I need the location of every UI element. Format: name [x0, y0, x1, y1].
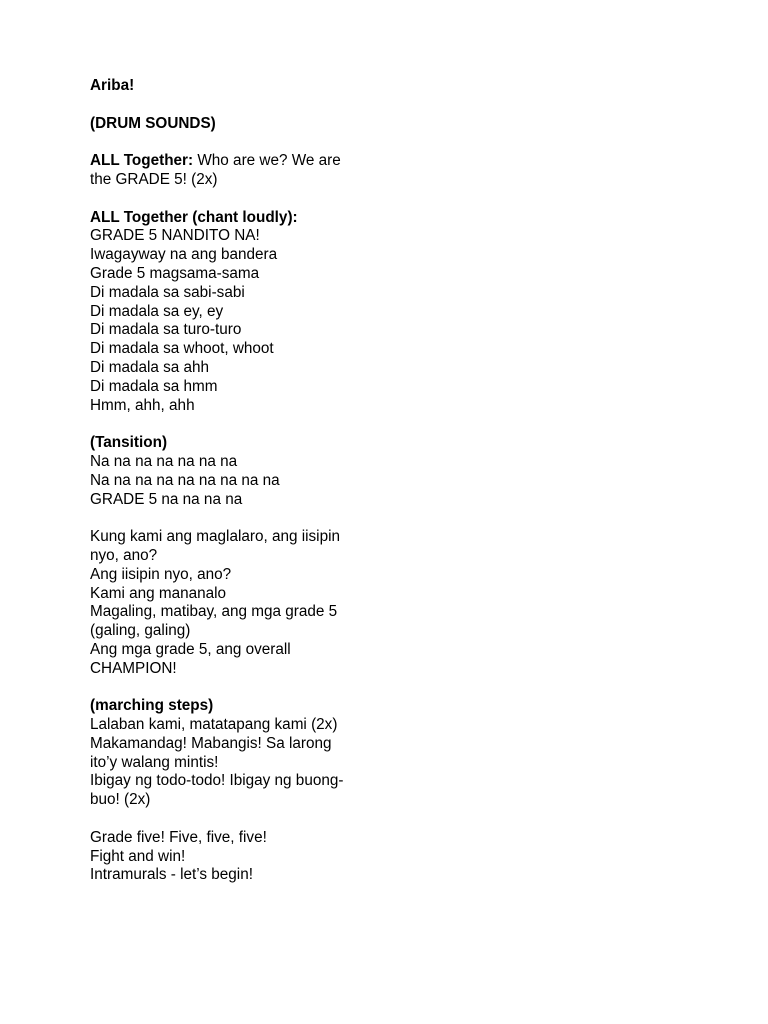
bold-text: ALL Together:: [90, 152, 194, 170]
text: Di madala sa hmm: [90, 377, 218, 395]
text: Na na na na na na na na na: [90, 471, 280, 489]
lyric-line: [90, 284, 390, 303]
lyric-line: [90, 378, 390, 397]
lyric-line: [90, 77, 390, 96]
lyric-line: [90, 754, 390, 773]
stanza-gap: [90, 415, 390, 434]
lyric-line: [90, 866, 390, 885]
lyric-line: [90, 171, 390, 190]
lyric-line: [90, 829, 390, 848]
stanza-closing: [90, 829, 390, 885]
text: Magaling, matibay, ang mga grade 5: [90, 603, 338, 621]
text: Iwagayway na ang bandera: [90, 246, 278, 264]
text: nyo, ano?: [90, 546, 158, 564]
text: Lalaban kami, matatapang kami (2x): [90, 716, 338, 734]
text: (galing, galing): [90, 622, 191, 640]
stanza-transition: [90, 434, 390, 509]
text: Ang iisipin nyo, ano?: [90, 565, 232, 583]
text: Kami ang mananalo: [90, 584, 227, 602]
text: Kung kami ang maglalaro, ang iisipin: [90, 528, 340, 546]
lyric-line: [90, 716, 390, 735]
lyric-line: [90, 227, 390, 246]
stanza-gap: [90, 96, 390, 115]
lyric-line: [90, 397, 390, 416]
lyric-line: [90, 321, 390, 340]
stanza-gap: [90, 190, 390, 209]
text: ito’y walang mintis!: [90, 753, 219, 771]
lyrics-column: [90, 77, 390, 885]
stanza-drum-sounds: [90, 115, 390, 134]
lyric-line: [90, 209, 390, 228]
stanza-gap: [90, 509, 390, 528]
lyric-line: [90, 697, 390, 716]
text: Grade five! Five, five, five!: [90, 828, 267, 846]
lyric-line: [90, 265, 390, 284]
lyric-line: [90, 491, 390, 510]
bold-text: (DRUM SOUNDS): [90, 114, 216, 132]
lyric-line: [90, 528, 390, 547]
stanza-title: [90, 77, 390, 96]
text: Who are we? We are: [193, 152, 341, 170]
stanza-who-are-we: [90, 152, 390, 190]
bold-text: ALL Together (chant loudly):: [90, 208, 298, 226]
lyric-line: [90, 246, 390, 265]
stanza-marching-steps: [90, 697, 390, 810]
text: Intramurals - let’s begin!: [90, 866, 253, 884]
lyric-line: [90, 660, 390, 679]
bold-text: Ariba!: [90, 77, 135, 94]
lyric-line: [90, 359, 390, 378]
text: Di madala sa turo-turo: [90, 321, 242, 339]
text: Na na na na na na na: [90, 452, 238, 470]
text: GRADE 5 na na na na: [90, 490, 243, 508]
lyric-line: [90, 791, 390, 810]
lyric-line: [90, 641, 390, 660]
lyric-line: [90, 115, 390, 134]
text: Di madala sa ey, ey: [90, 302, 224, 320]
lyric-line: [90, 735, 390, 754]
text: Di madala sa whoot, whoot: [90, 340, 274, 358]
stanza-gap: [90, 810, 390, 829]
lyric-line: [90, 848, 390, 867]
lyric-line: [90, 340, 390, 359]
lyric-line: [90, 566, 390, 585]
text: Di madala sa sabi-sabi: [90, 283, 245, 301]
bold-text: (Tansition): [90, 434, 168, 452]
text: Hmm, ahh, ahh: [90, 396, 195, 414]
lyric-line: [90, 152, 390, 171]
text: CHAMPION!: [90, 659, 177, 677]
stanza-chant: [90, 209, 390, 416]
stanza-gap: [90, 679, 390, 698]
text: Fight and win!: [90, 847, 186, 865]
lyric-line: [90, 622, 390, 641]
stanza-verse-maglalaro: [90, 528, 390, 678]
lyric-line: [90, 453, 390, 472]
text: GRADE 5 NANDITO NA!: [90, 227, 260, 245]
lyric-line: [90, 547, 390, 566]
stanza-gap: [90, 133, 390, 152]
lyric-line: [90, 603, 390, 622]
text: buo! (2x): [90, 791, 151, 809]
lyric-line: [90, 434, 390, 453]
text: the GRADE 5! (2x): [90, 170, 218, 188]
text: Di madala sa ahh: [90, 358, 210, 376]
text: Makamandag! Mabangis! Sa larong: [90, 734, 332, 752]
lyric-line: [90, 772, 390, 791]
text: Ibigay ng todo-todo! Ibigay ng buong-: [90, 772, 344, 790]
text: Ang mga grade 5, ang overall: [90, 640, 291, 658]
lyric-line: [90, 585, 390, 604]
lyric-line: [90, 303, 390, 322]
lyric-line: [90, 472, 390, 491]
text: Grade 5 magsama-sama: [90, 264, 260, 282]
bold-text: (marching steps): [90, 697, 214, 715]
